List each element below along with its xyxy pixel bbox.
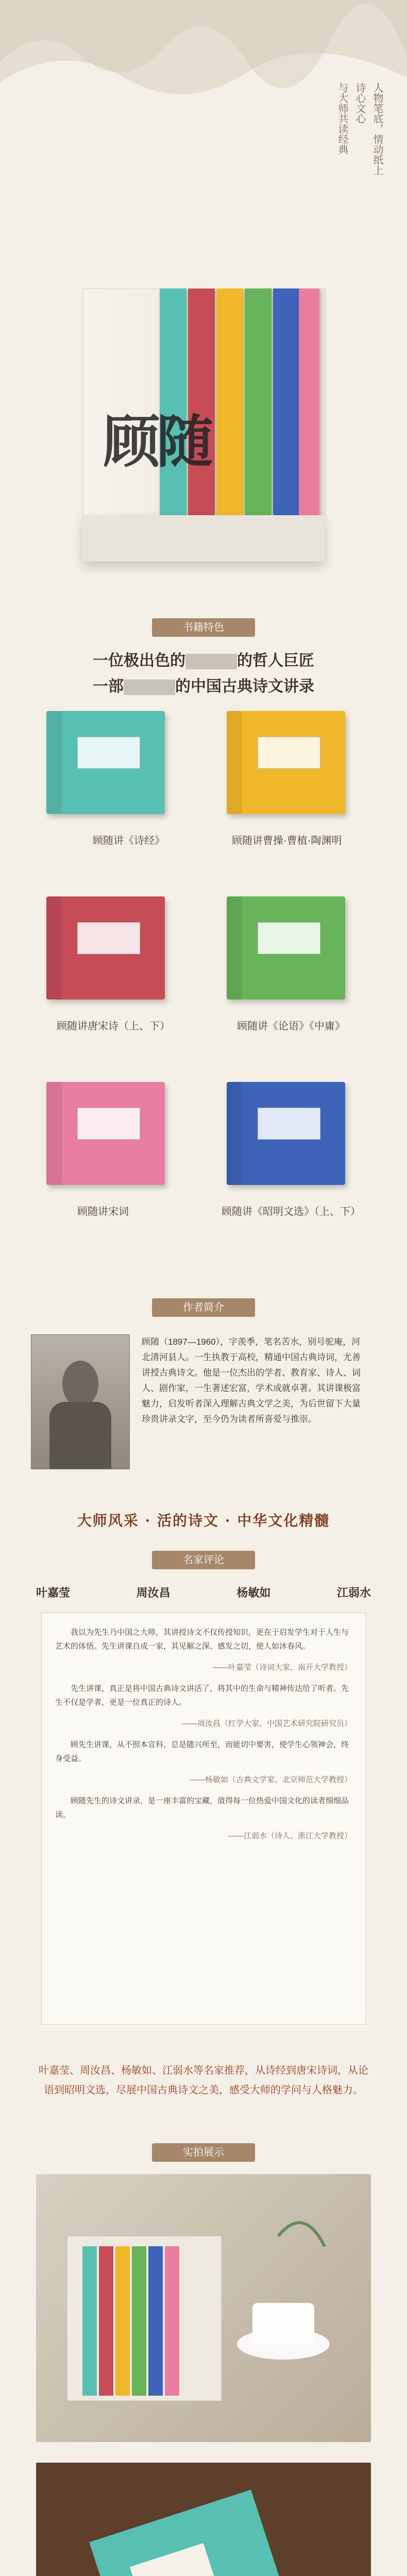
headline-1b: 的哲人巨匠 <box>237 652 314 670</box>
book-cover <box>46 711 165 814</box>
feature-caption: 顾随讲曹操·曹植·陶渊明 <box>232 835 342 846</box>
book-spine <box>216 289 243 515</box>
feature-item <box>211 1082 376 1236</box>
book-spine <box>299 289 319 515</box>
photos-label: 实拍展示 <box>152 2143 255 2162</box>
book-cover <box>227 896 345 999</box>
review-paragraph: 顾先生讲课，从不照本宣科，总是随兴所至，而能切中要害，使学生心领神会，终身受益。 <box>55 1740 349 1763</box>
features-label: 书籍特色 <box>152 618 255 637</box>
review-source: ——杨敏如（古典文学家、北京师范大学教授） <box>189 1775 352 1784</box>
book-spine <box>273 289 300 515</box>
reviews-label: 名家评论 <box>152 1551 255 1569</box>
boxset-image <box>82 289 325 577</box>
photo-boxset <box>36 2174 371 2442</box>
feature-caption: 顾随讲《诗经》 <box>93 835 165 846</box>
feature-caption: 顾随讲宋词 <box>77 1206 129 1217</box>
review-box <box>41 1613 366 2025</box>
feature-caption: 顾随讲唐宋诗（上、下） <box>57 1021 170 1032</box>
headline-2a: 一部 <box>93 677 124 696</box>
promo-red-text: 叶嘉莹、周汝昌、杨敏如、江弱水等名家推荐，从诗经到唐宋诗词，从论语到昭明文选，尽展中国古典诗文之美，感受大师的学问与人格魅力。 <box>39 2065 368 2096</box>
book-spine <box>245 289 272 515</box>
boxset-base <box>82 515 325 562</box>
review-source: ——叶嘉莹（诗词大家、南开大学教授） <box>212 1663 352 1672</box>
feature-item <box>211 896 376 1051</box>
review-source: ——周汝昌（红学大家、中国艺术研究院研究员） <box>181 1719 352 1728</box>
slogan-line-1: 人物笔底，情动纸上 <box>371 82 384 175</box>
book-cover <box>46 1082 165 1185</box>
feature-item <box>211 711 376 866</box>
feature-caption: 顾随讲《昭明文选》（上、下） <box>222 1206 361 1217</box>
book-cover <box>46 896 165 999</box>
feature-caption: 顾随讲《论语》《中庸》 <box>237 1021 345 1032</box>
feature-item <box>31 711 196 866</box>
author-bio: 顾随（1897—1960），字羡季，笔名苦水，别号驼庵，河北清河县人。一生执教于高校，精通中国古典诗词，尤善讲授古典诗文。他是一位杰出的学者、教育家、诗人、词人、剧作家，一生著述宏富，学术成就卓著。其讲课极富魅力，启发听者深入理解古典文学之美，为后世留下大量珍贵讲录文字，至今仍为读者所喜爱与推崇。 <box>142 1337 361 1424</box>
review-paragraph: 我以为先生乃中国之大师，其讲授诗文不仅传授知识，更在于启发学生对于人生与艺术的体悟。先生讲课自成一家，其见解之深、感发之切，使人如沐春风。 <box>55 1628 349 1651</box>
reviewer-name: 周汝昌 <box>136 1586 171 1600</box>
reviewer-name: 江弱水 <box>336 1586 371 1600</box>
reviewer-name: 叶嘉莹 <box>36 1586 71 1600</box>
review-names <box>36 1584 371 1600</box>
feature-item <box>31 1082 196 1236</box>
photo-book-teal <box>36 2463 371 2576</box>
feature-item <box>31 896 196 1051</box>
review-paragraph: 顾随先生的诗文讲录，是一座丰富的宝藏，值得每一位热爱中国文化的读者细细品读。 <box>55 1797 349 1819</box>
features-grid <box>31 711 376 1278</box>
slogan-line-3: 与大师共读经典 <box>336 82 349 155</box>
author-label: 作者简介 <box>152 1298 255 1317</box>
features-headline-2 <box>0 675 407 699</box>
slogan: 大师风采 · 活的诗文 · 中华文化精髓 <box>77 1512 330 1529</box>
book-cover <box>227 1082 345 1185</box>
redacted-block <box>124 680 175 695</box>
hero-section <box>0 0 407 608</box>
hero-slogan <box>334 82 386 175</box>
review-paragraph: 先生讲课，真正是将中国古典诗文讲活了，将其中的生命与精神传达给了听者。先生不仅是学者，更是一位真正的诗人。 <box>55 1684 349 1707</box>
review-source: ——江弱水（诗人、浙江大学教授） <box>228 1832 352 1840</box>
box-calligraphy: 顾随 <box>103 409 210 475</box>
reviewer-name: 杨敏如 <box>236 1586 271 1600</box>
features-headline-1 <box>0 649 407 673</box>
author-portrait <box>31 1334 130 1469</box>
headline-2b: 的中国古典诗文讲录 <box>175 677 314 696</box>
headline-1a: 一位极出色的 <box>93 652 185 670</box>
book-cover <box>227 711 345 814</box>
redacted-block <box>185 654 237 669</box>
slogan-line-2: 诗心文心 <box>354 82 366 124</box>
